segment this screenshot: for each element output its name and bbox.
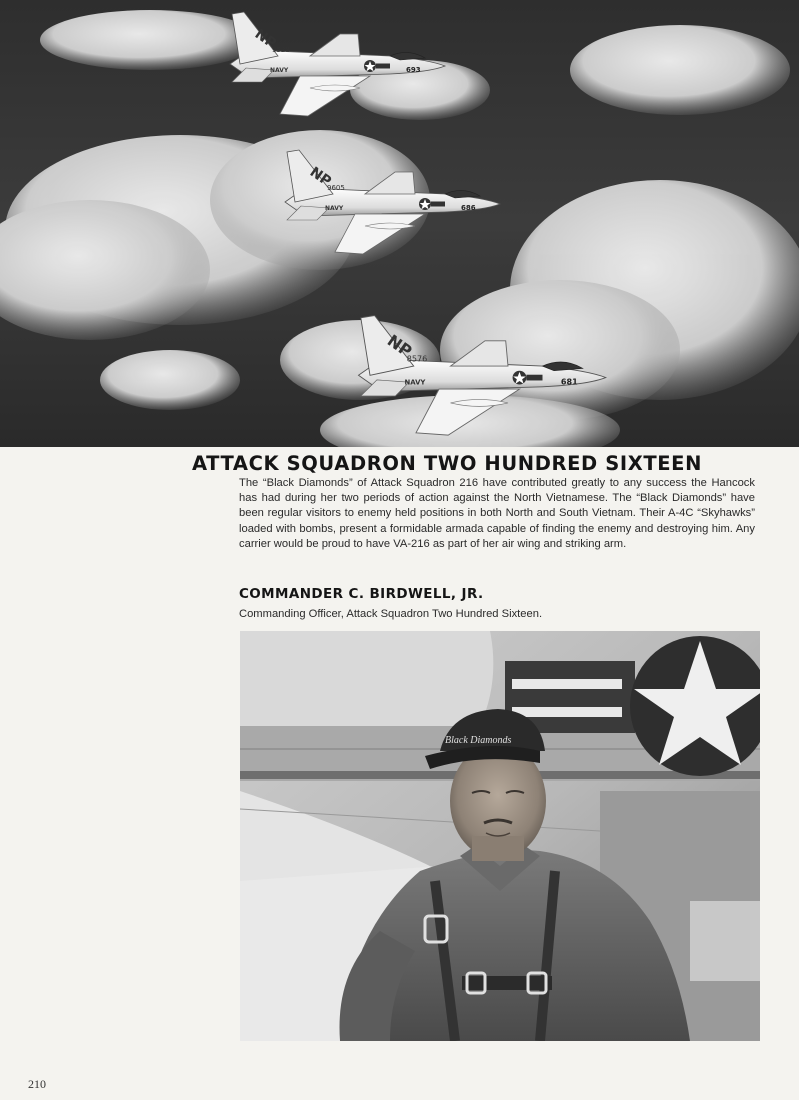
cap-embroidery-text: Black Diamonds (445, 735, 512, 746)
aircraft-2-service: NAVY (325, 205, 344, 212)
aircraft-2-serial: 9605 (327, 184, 345, 192)
aircraft-1-serial: 9528 (272, 46, 290, 54)
page-number: 210 (28, 1077, 46, 1091)
aircraft-3-service: NAVY (404, 378, 426, 387)
aircraft-1-service: NAVY (270, 67, 289, 74)
commander-caption: Commanding Officer, Attack Squadron Two Hundred Sixteen. (239, 608, 543, 620)
aircraft-2-modex: 686 (461, 204, 476, 212)
commander-name: COMMANDER C. BIRDWELL, JR. (239, 586, 484, 602)
section-body-text: The “Black Diamonds” of Attack Squadron 216 have contributed greatly to any success the Hancock has had during her two periods of action against the North Vietnamese. The “Black Diamonds” have been regular visitors to enemy held positions in both North and South Vietnam. Their A-4C “Skyhawks” loaded with bombs, present a formidable armada capable of finding the enemy and destroying him. Any carrier would be proud to have VA-216 as part of her air wing and striking arm. (239, 477, 755, 550)
aircraft-3-serial: 8576 (406, 354, 428, 364)
aircraft-1-modex: 693 (406, 66, 421, 74)
aircraft-3-modex: 681 (560, 377, 578, 387)
aircraft-3-tail-code: NP (383, 330, 416, 361)
commander-portrait-photo (240, 631, 760, 1041)
section-heading: ATTACK SQUADRON TWO HUNDRED SIXTEEN (192, 452, 702, 475)
aircraft-1-tail-code: NP (251, 26, 279, 52)
aircraft-2-tail-code: NP (306, 164, 334, 190)
hero-photo-skyhawks-formation (0, 0, 799, 447)
